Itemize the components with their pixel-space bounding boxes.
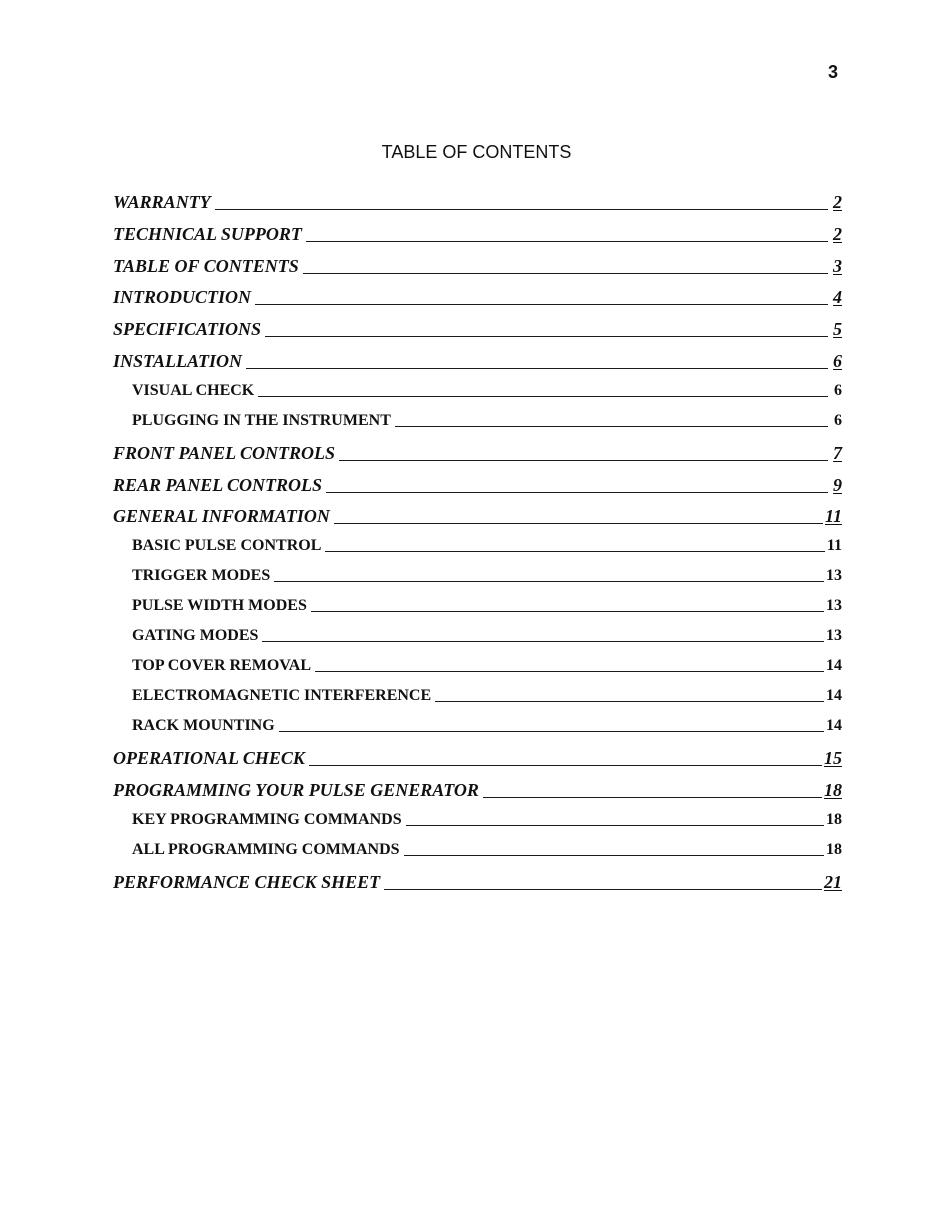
toc-leader-line — [326, 492, 828, 493]
toc-entry[interactable] — [113, 443, 842, 464]
toc-entry-page: 5 — [833, 319, 842, 339]
toc-entry-label: TOP COVER REMOVAL — [132, 657, 311, 674]
toc-entry[interactable] — [113, 475, 842, 496]
toc-leader-line — [483, 797, 822, 798]
toc-entry-page: 2 — [833, 192, 842, 212]
toc-entry[interactable] — [132, 841, 842, 859]
toc-entry[interactable] — [113, 748, 842, 769]
toc-entry-label: KEY PROGRAMMING COMMANDS — [132, 811, 402, 828]
toc-leader-line — [325, 551, 825, 552]
toc-entry[interactable] — [132, 597, 842, 615]
toc-entry[interactable] — [113, 256, 842, 277]
toc-entry-page: 21 — [824, 872, 842, 892]
toc-entry-page: 6 — [833, 351, 842, 371]
toc-leader-line — [246, 368, 828, 369]
toc-entry-label: OPERATIONAL CHECK — [113, 748, 305, 768]
toc-leader-line — [306, 241, 828, 242]
toc-entry[interactable] — [132, 627, 842, 645]
toc-entry-label: INTRODUCTION — [113, 287, 252, 307]
toc-leader-line — [404, 855, 824, 856]
toc-leader-line — [406, 825, 824, 826]
toc-entry-page: 14 — [826, 657, 842, 674]
toc-entry[interactable] — [113, 506, 842, 527]
toc-entry-label: TECHNICAL SUPPORT — [113, 224, 302, 244]
toc-entry-label: GATING MODES — [132, 627, 259, 644]
toc-leader-line — [262, 641, 824, 642]
toc-entry-label: PROGRAMMING YOUR PULSE GENERATOR — [113, 780, 479, 800]
toc-entry[interactable] — [113, 319, 842, 340]
toc-entry-label: RACK MOUNTING — [132, 717, 275, 734]
toc-entry-label: FRONT PANEL CONTROLS — [113, 443, 336, 463]
toc-entry-page: 14 — [826, 687, 842, 704]
toc-entry-label: SPECIFICATIONS — [113, 319, 262, 339]
toc-entry-label: ALL PROGRAMMING COMMANDS — [132, 841, 400, 858]
toc-entry-page: 18 — [826, 811, 842, 828]
toc-entry-label: WARRANTY — [113, 192, 211, 212]
toc-entry[interactable] — [132, 717, 842, 735]
toc-entry-page: 7 — [833, 443, 842, 463]
toc-leader-line — [274, 581, 824, 582]
toc-entry-page: 15 — [824, 748, 842, 768]
page-title-text: TABLE OF CONTENTS — [381, 142, 572, 162]
page-number: 3 — [828, 62, 839, 82]
toc-leader-line — [255, 304, 828, 305]
toc-entry[interactable] — [132, 687, 842, 705]
toc-entry[interactable] — [113, 351, 842, 372]
toc-entry-page: 6 — [834, 412, 842, 429]
toc-leader-line — [215, 209, 828, 210]
toc-entry[interactable] — [113, 780, 842, 801]
toc-entry-page: 14 — [826, 717, 842, 734]
toc-entry-label: INSTALLATION — [113, 351, 243, 371]
toc-entry-label: VISUAL CHECK — [132, 382, 255, 399]
toc-entry[interactable] — [132, 657, 842, 675]
toc-entry-page: 2 — [833, 224, 842, 244]
toc-entry-page: 18 — [824, 780, 842, 800]
toc-entry-page: 13 — [826, 567, 842, 584]
toc-entry-label: PERFORMANCE CHECK SHEET — [113, 872, 381, 892]
toc-entry[interactable] — [132, 382, 842, 400]
page-title — [0, 142, 950, 163]
toc-entry[interactable] — [132, 412, 842, 430]
toc-leader-line — [339, 460, 828, 461]
toc-leader-line — [435, 701, 824, 702]
toc-leader-line — [315, 671, 824, 672]
toc-entry-label: GENERAL INFORMATION — [113, 506, 330, 526]
toc-entry-page: 18 — [826, 841, 842, 858]
toc-entry-label: PULSE WIDTH MODES — [132, 597, 307, 614]
toc-entry-label: ELECTROMAGNETIC INTERFERENCE — [132, 687, 432, 704]
toc-leader-line — [395, 426, 828, 427]
toc-entry-label: BASIC PULSE CONTROL — [132, 537, 322, 554]
toc-entry-label: REAR PANEL CONTROLS — [113, 475, 323, 495]
toc-entry-label: TABLE OF CONTENTS — [113, 256, 299, 276]
toc-entry-label: PLUGGING IN THE INSTRUMENT — [132, 412, 391, 429]
toc-leader-line — [309, 765, 822, 766]
toc-leader-line — [303, 273, 828, 274]
toc-entry-page: 3 — [833, 256, 842, 276]
toc-entry-label: TRIGGER MODES — [132, 567, 271, 584]
toc-entry-page: 13 — [826, 597, 842, 614]
toc-entry-page: 13 — [826, 627, 842, 644]
toc-leader-line — [265, 336, 828, 337]
toc-entry[interactable] — [113, 224, 842, 245]
toc-entry-page: 11 — [826, 537, 842, 554]
toc-leader-line — [258, 396, 828, 397]
toc-leader-line — [279, 731, 824, 732]
toc-entry[interactable] — [132, 811, 842, 829]
toc-leader-line — [311, 611, 824, 612]
toc-leader-line — [334, 523, 823, 524]
toc-entry[interactable] — [132, 567, 842, 585]
toc-entry[interactable] — [113, 192, 842, 213]
toc-entry[interactable] — [113, 287, 842, 308]
toc-entry[interactable] — [113, 872, 842, 893]
toc-entry-page: 6 — [834, 382, 842, 399]
toc-leader-line — [384, 889, 822, 890]
toc-entry[interactable] — [132, 537, 842, 555]
toc-entry-page: 4 — [833, 287, 842, 307]
toc-entry-page: 9 — [833, 475, 842, 495]
toc-entry-page: 11 — [824, 506, 842, 526]
